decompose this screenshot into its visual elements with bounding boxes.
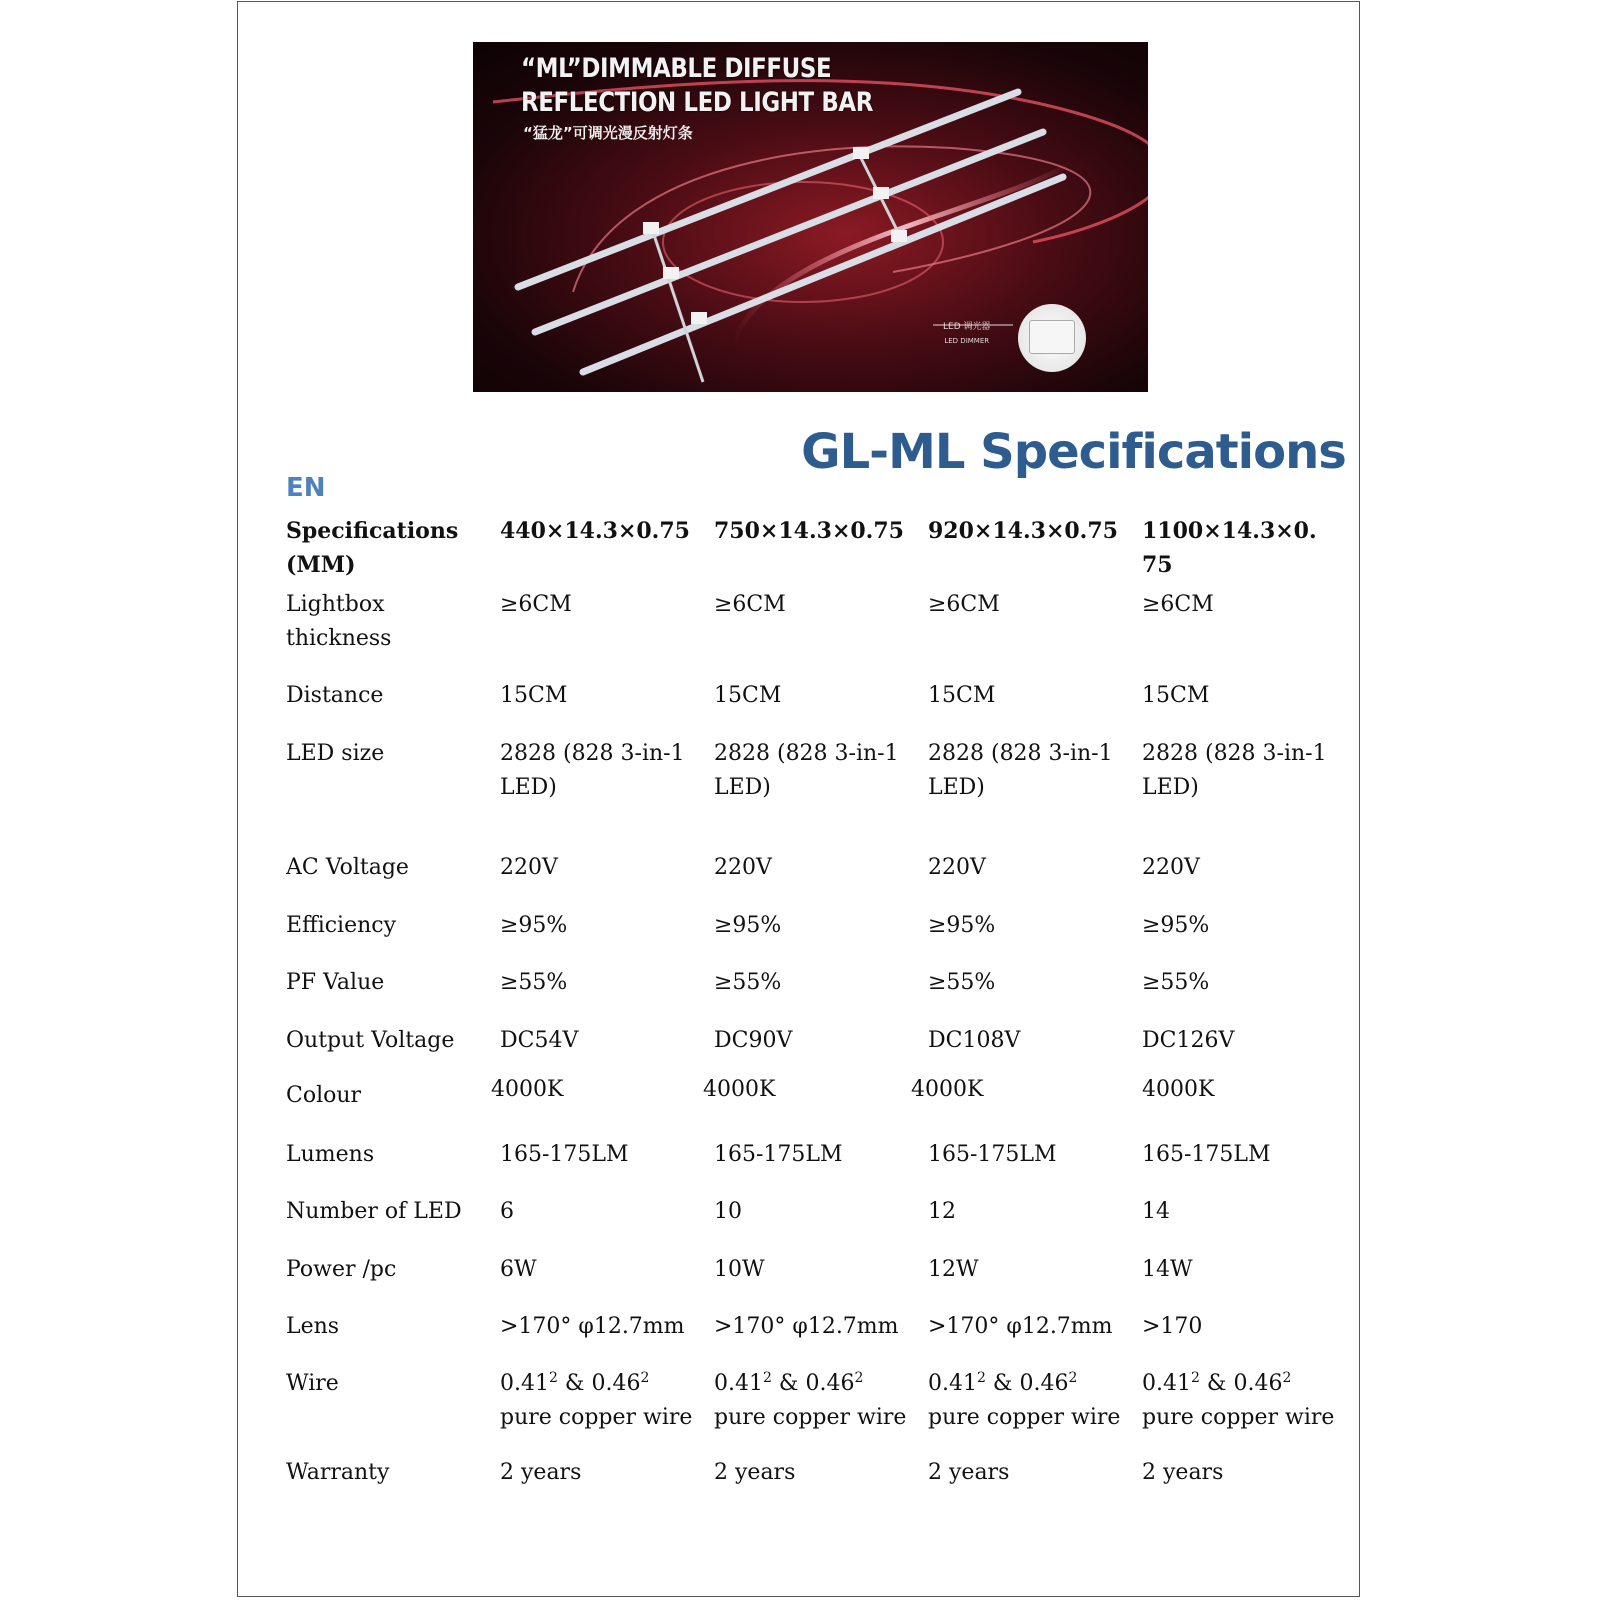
- cell-value: 2 years: [714, 1460, 796, 1485]
- row-label: Warranty: [286, 1460, 390, 1485]
- dimmer-label-en: LED DIMMER: [944, 337, 990, 345]
- row-label: Lumens: [286, 1142, 375, 1167]
- cell-value: 165-175LM: [1142, 1142, 1271, 1167]
- wire-b: 0.46: [1019, 1371, 1069, 1396]
- document-page: [237, 1, 1360, 1597]
- cell-value: ≥55%: [714, 970, 782, 995]
- wire-a: 0.41: [928, 1371, 977, 1396]
- banner-title: [521, 52, 873, 120]
- row-label: Lens: [286, 1314, 340, 1339]
- cell-value: DC90V: [714, 1028, 793, 1053]
- cell-value: ≥55%: [500, 970, 568, 995]
- wire-gauge: 0.41$^2$ & 0.46$^2$: [500, 1370, 650, 1396]
- cell-value: 12W: [928, 1257, 979, 1282]
- cell-value: 10W: [714, 1257, 765, 1282]
- wire-cell: [714, 1367, 914, 1435]
- wire-a: 0.41: [714, 1371, 763, 1396]
- cell-value: DC108V: [928, 1028, 1021, 1053]
- row-label: Lightbox thickness: [286, 592, 392, 651]
- cell-value: >170° φ12.7mm: [714, 1314, 899, 1339]
- cell-value: ≥95%: [500, 913, 568, 938]
- cell-value: >170° φ12.7mm: [928, 1314, 1113, 1339]
- wire-gauge: 0.41$^2$ & 0.46$^2$: [928, 1370, 1078, 1396]
- cell-value: 2828 (828 3-in-1 LED): [714, 741, 899, 800]
- header-col: 440×14.3×0.75: [500, 518, 690, 544]
- wire-b: 0.46: [805, 1371, 855, 1396]
- cell-value: ≥6CM: [1142, 592, 1214, 617]
- cell-value: ≥6CM: [714, 592, 786, 617]
- row-label: AC Voltage: [286, 855, 409, 880]
- wire-material: pure copper wire: [714, 1405, 907, 1430]
- banner-title-line2: REFLECTION LED LIGHT BAR: [521, 87, 873, 118]
- cell-value: 2828 (828 3-in-1 LED): [1142, 741, 1327, 800]
- header-col: 920×14.3×0.75: [928, 518, 1118, 544]
- dimmer-label-cn: LED 调光器: [943, 322, 991, 332]
- cell-value: 10: [714, 1199, 742, 1224]
- cell-value: ≥55%: [928, 970, 996, 995]
- wire-cell: [500, 1367, 700, 1435]
- cell-value: 220V: [500, 855, 558, 880]
- cell-value: 220V: [1142, 855, 1200, 880]
- cell-value: 220V: [714, 855, 772, 880]
- wire-b: 0.46: [1233, 1371, 1283, 1396]
- cell-value: 2 years: [500, 1460, 582, 1485]
- cell-value: 12: [928, 1199, 956, 1224]
- row-label: Colour: [286, 1083, 362, 1108]
- cell-value: 4000K: [491, 1077, 564, 1102]
- cell-value: ≥95%: [1142, 913, 1210, 938]
- cell-value: ≥55%: [1142, 970, 1210, 995]
- product-banner-image: [473, 42, 1148, 392]
- banner-subtitle-cn: “猛龙”可调光漫反射灯条: [523, 124, 693, 142]
- wire-gauge: 0.41$^2$ & 0.46$^2$: [1142, 1370, 1292, 1396]
- page-title: GL-ML Specifications: [801, 424, 1346, 480]
- cell-value: DC126V: [1142, 1028, 1235, 1053]
- cell-value: ≥6CM: [928, 592, 1000, 617]
- wire-material: pure copper wire: [500, 1405, 693, 1430]
- dimmer-device-icon: [1029, 320, 1075, 354]
- cell-value: 4000K: [703, 1077, 776, 1102]
- cell-value: 165-175LM: [928, 1142, 1057, 1167]
- cell-value: 14: [1142, 1199, 1170, 1224]
- cell-value: 2 years: [928, 1460, 1010, 1485]
- cell-value: ≥6CM: [500, 592, 572, 617]
- wire-b: 0.46: [591, 1371, 641, 1396]
- header-label: Specifications (MM): [286, 518, 459, 578]
- cell-value: 4000K: [911, 1077, 984, 1102]
- dimmer-label: [943, 318, 991, 346]
- wire-cell: [1142, 1367, 1342, 1435]
- language-label: EN: [286, 473, 326, 503]
- cell-value: 6: [500, 1199, 514, 1224]
- cell-value: DC54V: [500, 1028, 579, 1053]
- wire-a: 0.41: [500, 1371, 549, 1396]
- cell-value: 6W: [500, 1257, 537, 1282]
- cell-value: ≥95%: [928, 913, 996, 938]
- row-label: Number of LED: [286, 1199, 462, 1224]
- wire-material: pure copper wire: [1142, 1405, 1335, 1430]
- cell-value: 2828 (828 3-in-1 LED): [928, 741, 1113, 800]
- row-label: LED size: [286, 741, 385, 766]
- cell-value: ≥95%: [714, 913, 782, 938]
- row-label: Efficiency: [286, 913, 397, 938]
- cell-value: 2 years: [1142, 1460, 1224, 1485]
- cell-value: >170: [1142, 1314, 1203, 1339]
- wire-a: 0.41: [1142, 1371, 1191, 1396]
- cell-value: 15CM: [1142, 683, 1210, 708]
- header-col: 1100×14.3×0.75: [1142, 518, 1317, 578]
- wire-cell: [928, 1367, 1128, 1435]
- cell-value: 2828 (828 3-in-1 LED): [500, 741, 685, 800]
- cell-value: >170° φ12.7mm: [500, 1314, 685, 1339]
- wire-material: pure copper wire: [928, 1405, 1121, 1430]
- wire-gauge: 0.41$^2$ & 0.46$^2$: [714, 1370, 864, 1396]
- cell-value: 4000K: [1142, 1077, 1215, 1102]
- cell-value: 14W: [1142, 1257, 1193, 1282]
- banner-title-line1: “ML”DIMMABLE DIFFUSE: [521, 53, 832, 84]
- row-label: PF Value: [286, 970, 385, 995]
- header-col: 750×14.3×0.75: [714, 518, 904, 544]
- row-label: Distance: [286, 683, 384, 708]
- cell-value: 165-175LM: [714, 1142, 843, 1167]
- row-label: Wire: [286, 1371, 339, 1396]
- row-label: Power /pc: [286, 1257, 397, 1282]
- cell-value: 15CM: [928, 683, 996, 708]
- row-label: Output Voltage: [286, 1028, 455, 1053]
- cell-value: 165-175LM: [500, 1142, 629, 1167]
- cell-value: 15CM: [714, 683, 782, 708]
- cell-value: 15CM: [500, 683, 568, 708]
- cell-value: 220V: [928, 855, 986, 880]
